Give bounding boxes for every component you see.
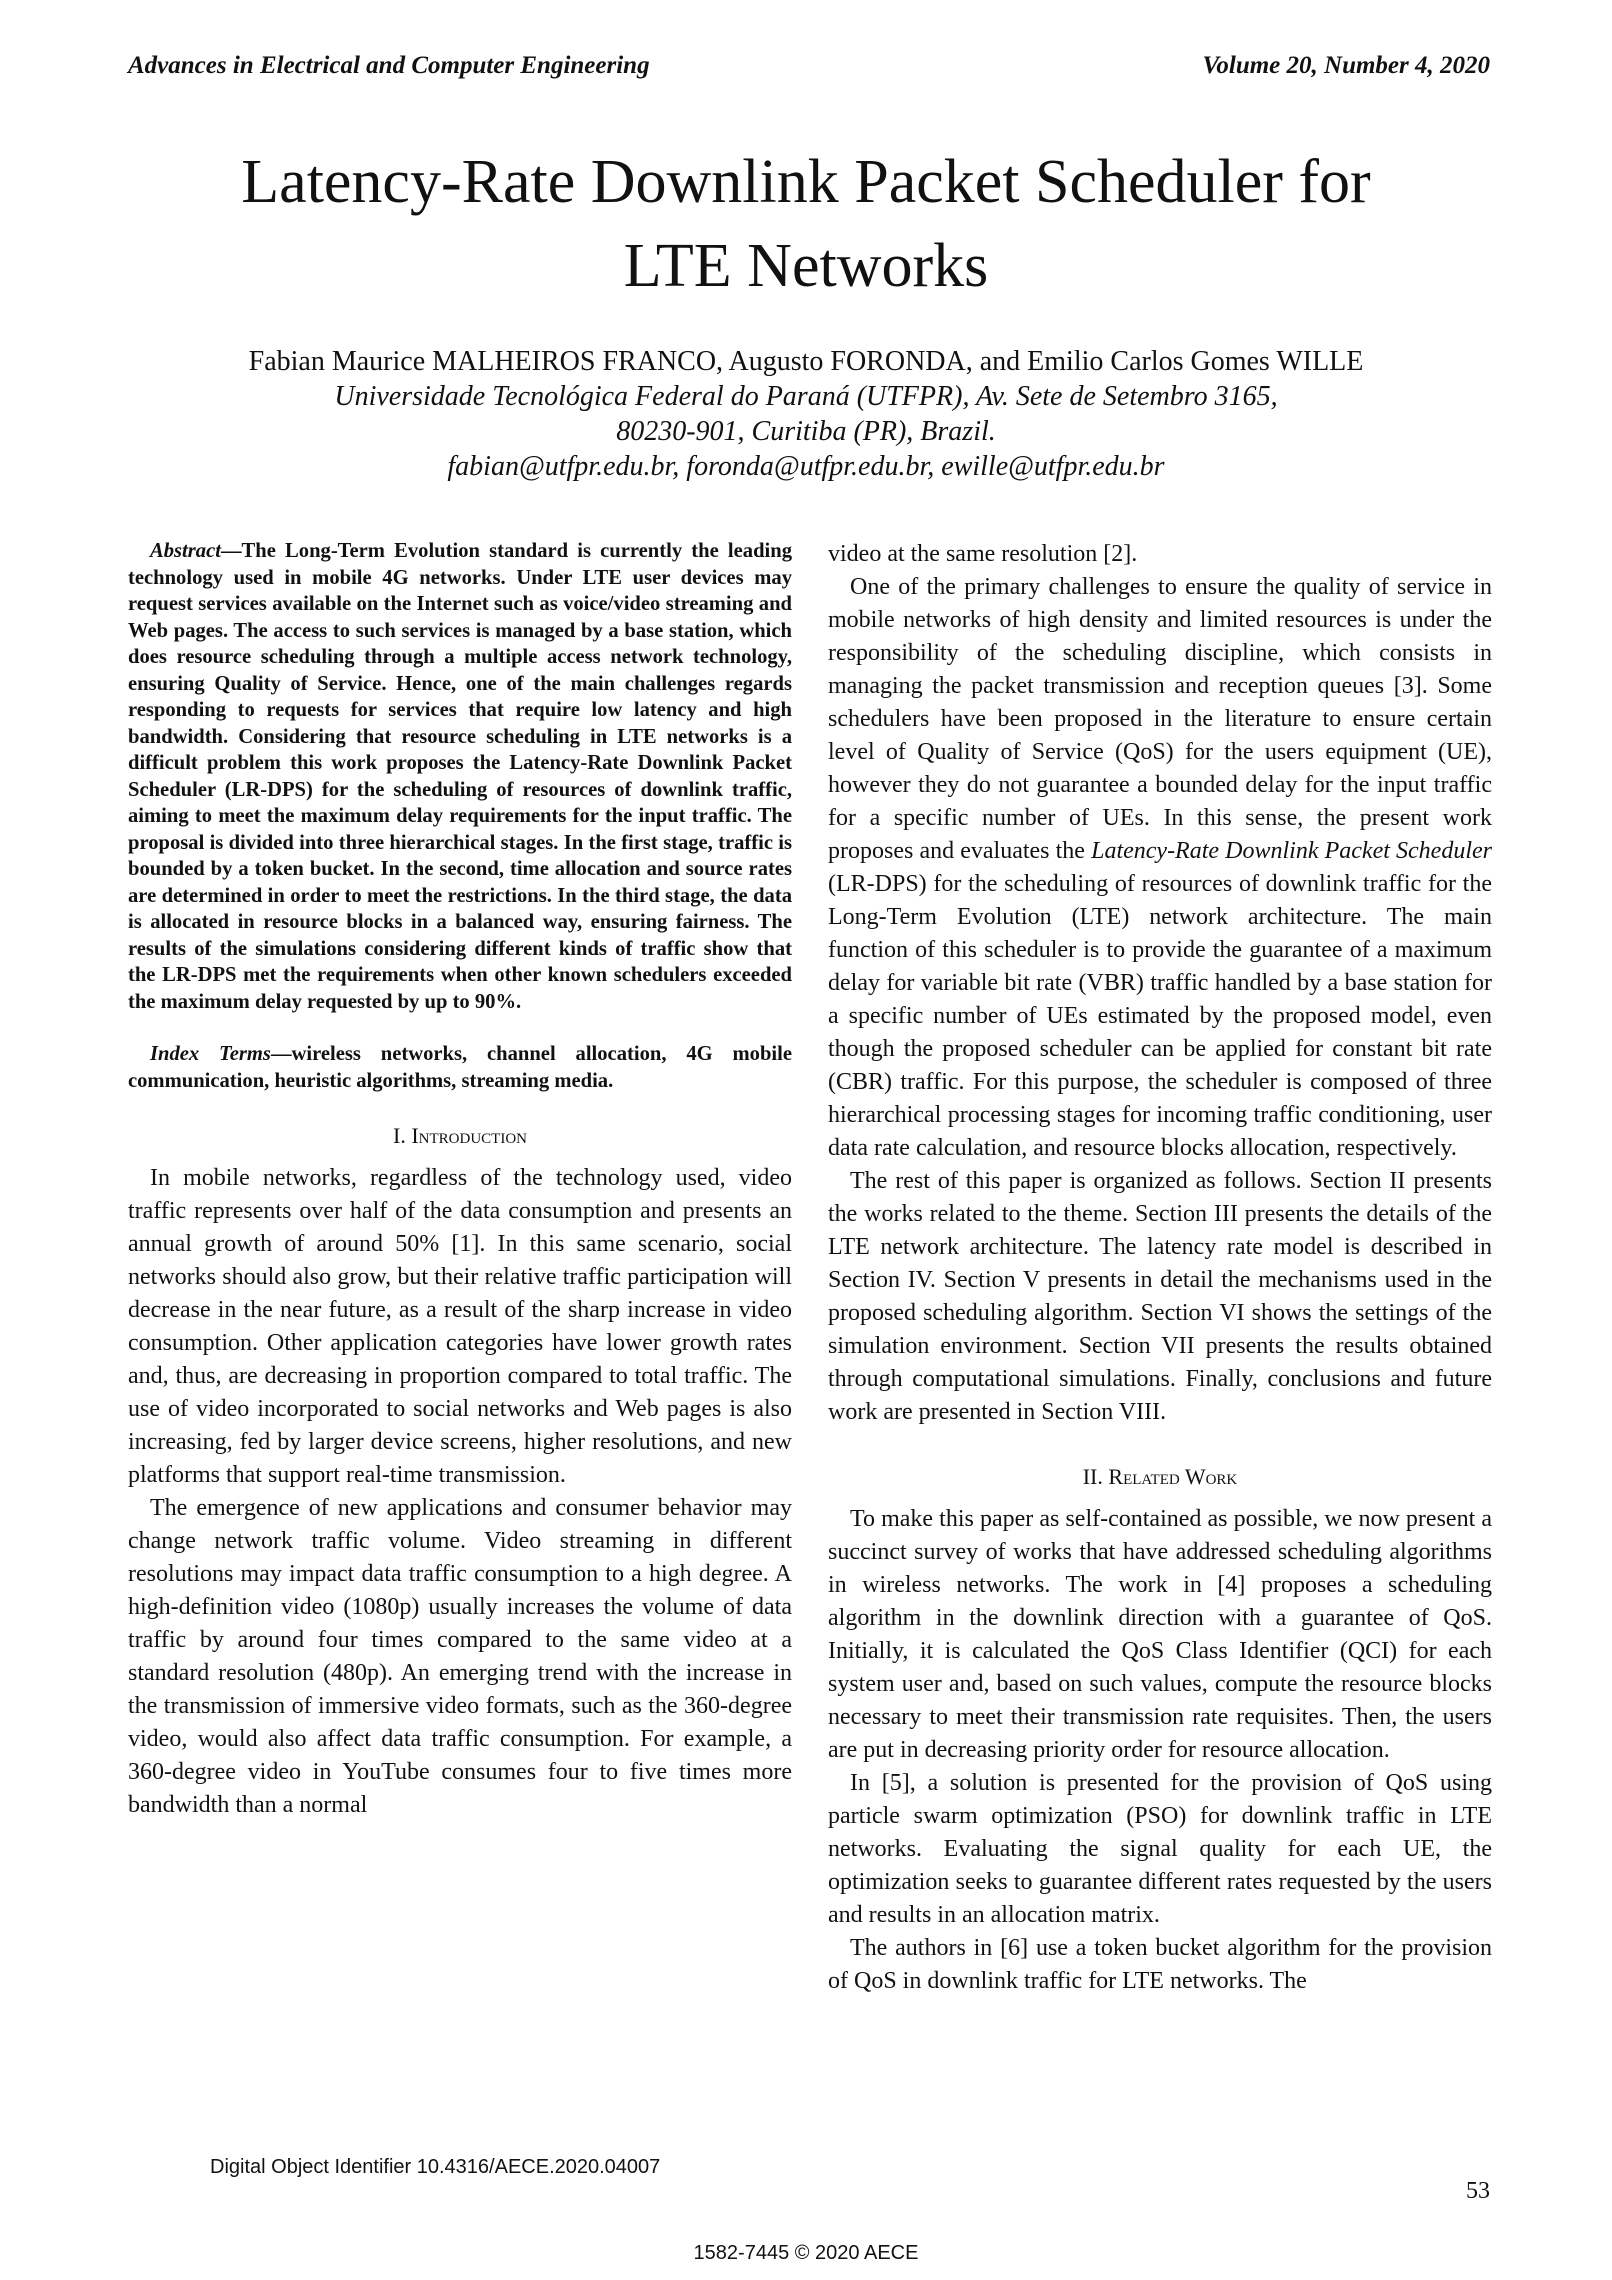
title-line-2: LTE Networks	[623, 232, 989, 300]
index-terms	[128, 1041, 792, 1094]
authors-block	[140, 344, 1472, 484]
section-heading-related-work	[828, 1463, 1492, 1491]
index-terms-label: Index Terms	[150, 1043, 271, 1065]
intro-paragraph-2-continued: video at the same resolution [2].	[828, 541, 1138, 567]
related-paragraph-3: The authors in [6] use a token bucket algorithm for the provision of QoS in downlink traffic for LTE networks. The	[828, 1935, 1492, 1994]
abstract-text: —The Long-Term Evolution standard is currently the leading technology used in mobile 4G networks. Under LTE user devices may request services available on the Internet such as voice/video streaming and Web pages. The access to such services is managed by a base station, which does resource scheduling through a multiple access network technology, ensuring Quality of Service. Hence, one of the main challenges regards responding to requests for services that require low latency and high bandwidth. Considering that resource scheduling in LTE networks is a difficult problem this work proposes the Latency-Rate Downlink Packet Scheduler (LR-DPS) for the scheduling of resources of downlink traffic, aiming to meet the maximum delay requirements for the input traffic. The proposal is divided into three hierarchical stages. In the first stage, traffic is bounded by a token bucket. In the second, time allocation and source rates are determined in order to meet the restrictions. In the third stage, the data is allocated in resource blocks in a balanced way, ensuring fairness. The results of the simulations considering different kinds of traffic show that the LR-DPS met the requirements when other known schedulers exceeded the maximum delay requested by up to 90%.	[128, 540, 792, 1013]
author-emails: fabian@utfpr.edu.br, foronda@utfpr.edu.br, ewille@utfpr.edu.br	[447, 451, 1165, 482]
section-title: Related Work	[1108, 1464, 1238, 1489]
intro-paragraph-4: The rest of this paper is organized as follows. Section II presents the works related to the theme. Section III presents the details of the LTE network architecture. The latency rate model is described in Section IV. Section V presents in detail the mechanisms used in the proposed scheduling algorithm. Section VI shows the settings of the simulation environment. Section VII presents the results obtained through computational simulations. Finally, conclusions and future work are presented in Section VIII.	[828, 1168, 1492, 1425]
intro-paragraph-3-part-b: (LR-DPS) for the scheduling of resources of downlink traffic for the Long-Term Evolution (LTE) network architecture. The main function of this scheduler is to provide the guarantee of a maximum delay for variable bit rate (VBR) traffic handled by a base station for a specific number of UEs estimated by the proposed model, even though the proposed scheduler can be applied for constant bit rate (CBR) traffic. For this purpose, the scheduler is composed of three hierarchical processing stages for incoming traffic conditioning, user data rate calculation, and resource blocks allocation, respectively.	[828, 871, 1492, 1161]
intro-paragraph-3-part-a: One of the primary challenges to ensure the quality of service in mobile networks of high density and limited resources is under the responsibility of the scheduling discipline, which consists in managing the packet transmission and reception queues [3]. Some schedulers have been proposed in the literature to ensure certain level of Quality of Service (QoS) for the users equipment (UE), however they do not guarantee a bounded delay for the input traffic for a specific number of UEs. In this sense, the present work proposes and evaluates the	[828, 574, 1492, 864]
affiliation-line-2: 80230-901, Curitiba (PR), Brazil.	[616, 416, 996, 447]
journal-name: Advances in Electrical and Computer Engineering	[128, 52, 650, 79]
doi-line: Digital Object Identifier 10.4316/AECE.2020.04007	[210, 2156, 661, 2178]
section-number: II.	[1082, 1464, 1103, 1489]
intro-paragraph-2: The emergence of new applications and consumer behavior may change network traffic volume. Video streaming in different resolutions may impact data traffic consumption to a high degree. A high-definition video (1080p) usually increases the volume of data traffic by around four times compared to the same video at a standard resolution (480p). An emerging trend with the increase in the transmission of immersive video formats, such as the 360-degree video, would also affect data traffic consumption. For example, a 360-degree video in YouTube consumes four to five times more bandwidth than a normal	[128, 1495, 792, 1818]
abstract	[128, 538, 792, 1015]
page-number: 53	[1466, 2178, 1490, 2204]
right-column	[828, 538, 1492, 1998]
issn-copyright: 1582-7445 © 2020 AECE	[693, 2242, 919, 2264]
author-names: Fabian Maurice MALHEIROS FRANCO, Augusto FORONDA, and Emilio Carlos Gomes WILLE	[248, 346, 1364, 377]
related-paragraph-1: To make this paper as self-contained as possible, we now present a succinct survey of works that have addressed scheduling algorithms in wireless networks. The work in [4] proposes a scheduling algorithm in the downlink direction with a guarantee of QoS. Initially, it is calculated the QoS Class Identifier (QCI) for each system user and, based on such values, compute the resource blocks necessary to meet their transmission rate requisites. Then, the users are put in decreasing priority order for resource allocation.	[828, 1506, 1492, 1763]
intro-paragraph-1: In mobile networks, regardless of the technology used, video traffic represents over half of the data consumption and presents an annual growth of around 50% [1]. In this same scenario, social networks should also grow, but their relative traffic participation will decrease in the near future, as a result of the sharp increase in video consumption. Other application categories have lower growth rates and, thus, are decreasing in proportion compared to total traffic. The use of video incorporated to social networks and Web pages is also increasing, fed by larger device screens, higher resolutions, and new platforms that support real-time transmission.	[128, 1165, 792, 1488]
title-line-1: Latency-Rate Downlink Packet Scheduler for	[241, 148, 1371, 216]
abstract-label: Abstract	[150, 540, 221, 562]
paper-title	[140, 140, 1472, 308]
section-title: Introduction	[411, 1123, 527, 1148]
intro-paragraph-3	[828, 571, 1492, 1165]
section-number: I.	[393, 1123, 406, 1148]
related-paragraph-2: In [5], a solution is presented for the provision of QoS using particle swarm optimization (PSO) for downlink traffic in LTE networks. Evaluating the signal quality for each UE, the optimization seeks to guarantee different rates requested by the users and results in an allocation matrix.	[828, 1770, 1492, 1928]
scheduler-name-emphasis: Latency-Rate Downlink Packet Scheduler	[1091, 838, 1492, 864]
index-terms-text: —wireless networks, channel allocation, 4G mobile communication, heuristic algorithms, streaming media.	[128, 1043, 792, 1092]
left-column	[128, 538, 792, 1822]
affiliation-line-1: Universidade Tecnológica Federal do Paraná (UTFPR), Av. Sete de Setembro 3165,	[334, 381, 1278, 412]
volume-info: Volume 20, Number 4, 2020	[1202, 52, 1490, 79]
section-heading-introduction	[128, 1122, 792, 1150]
